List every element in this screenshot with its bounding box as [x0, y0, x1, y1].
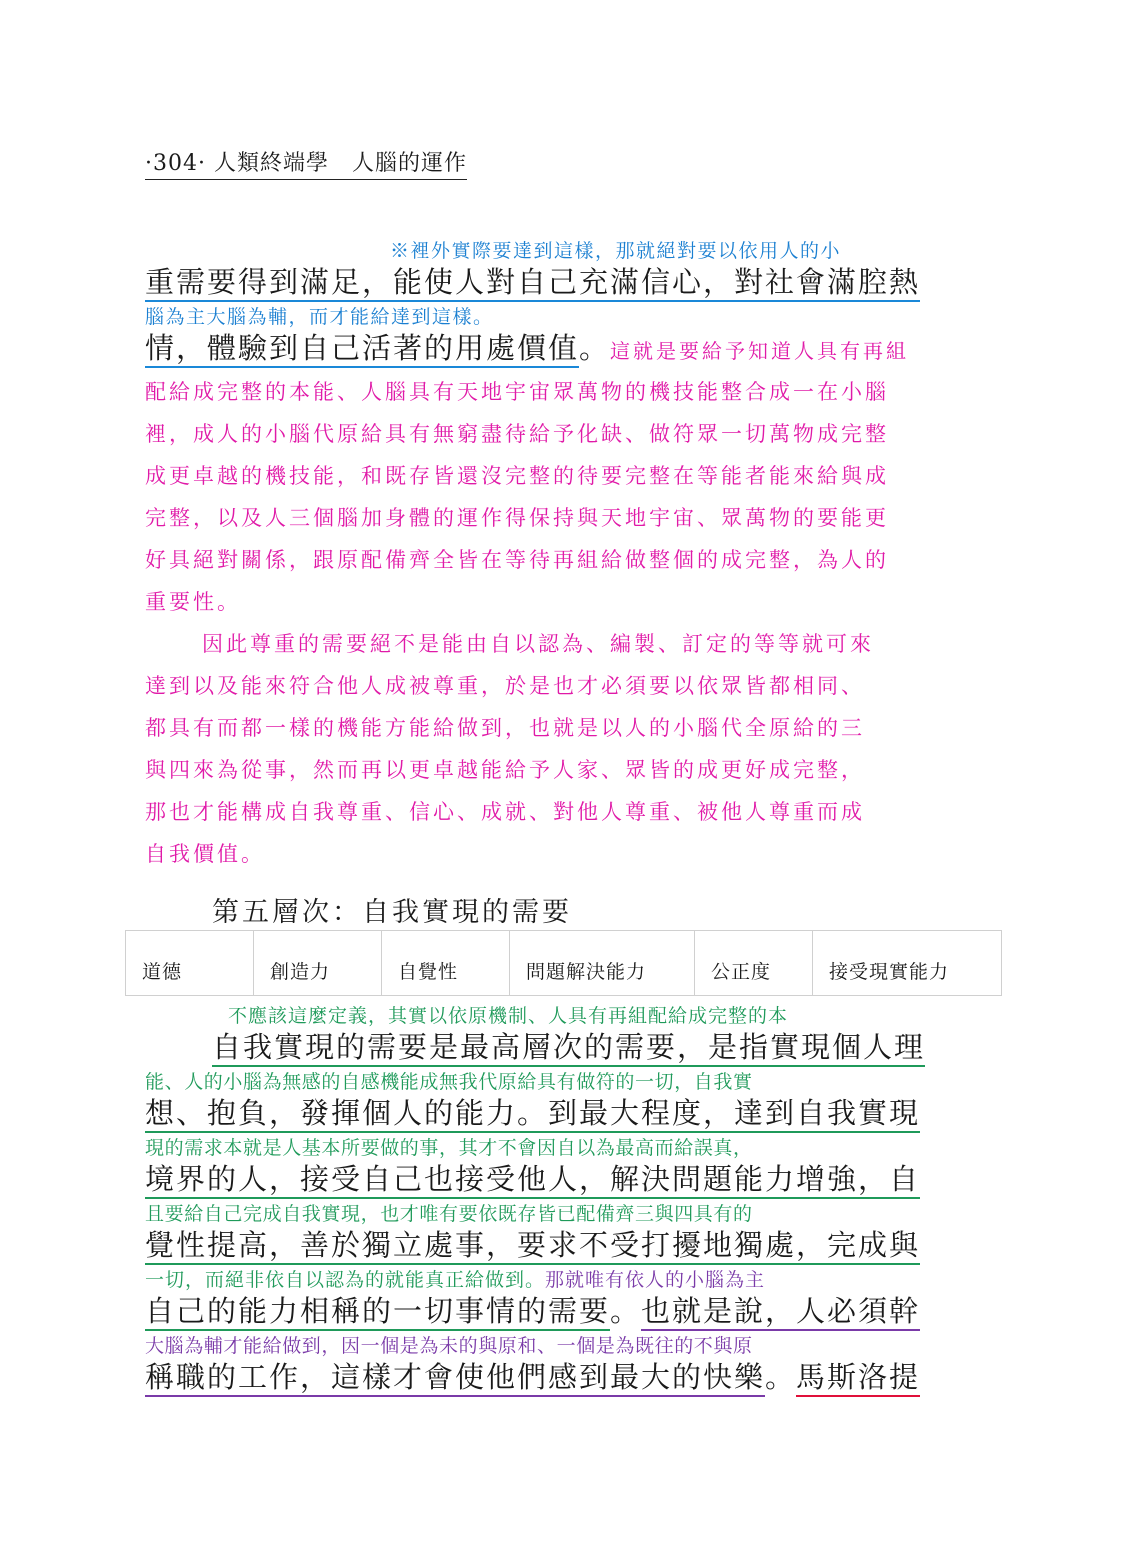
punctuation: 。: [579, 331, 611, 365]
punctuation: 。: [610, 1294, 642, 1328]
magenta-text: 這就是要給予知道人具有再組: [610, 339, 910, 363]
underlined-text: 覺性提高，善於獨立處事，要求不受打擾地獨處，完成與: [145, 1228, 920, 1265]
annotation-purple: 那就唯有依人的小腦為主: [545, 1269, 766, 1291]
magenta-line: 重要性。: [145, 590, 241, 614]
underlined-text: 自己的能力相稱的一切事情的需要: [145, 1294, 610, 1331]
annotation-line: 腦為主大腦為輔，而才能給達到這樣。: [145, 306, 494, 328]
main-text-line: [212, 1025, 925, 1066]
magenta-line: 達到以及能來符合他人成被尊重，於是也才必須要以依眾皆都相同、: [145, 674, 865, 698]
magenta-line: 裡，成人的小腦代原給具有無窮盡待給予化缺、做符眾一切萬物成完整: [145, 422, 889, 446]
magenta-line: 因此尊重的需要絕不是能由自以認為、編製、訂定的等等就可來: [202, 632, 874, 656]
main-text-line: [145, 1223, 920, 1264]
traits-table: [125, 930, 1002, 996]
annotation-line: 現的需求本就是人基本所要做的事，其才不會因自以為最高而給誤真，: [145, 1137, 753, 1159]
main-text-line: [145, 1289, 920, 1330]
underlined-text: 重需要得到滿足，能使人對自己充滿信心，對社會滿腔熱: [145, 265, 920, 302]
annotation-line: 不應該這麼定義，其實以依原機制、人具有再組配給成完整的本: [228, 1005, 789, 1027]
table-cell: 自覺性: [382, 931, 510, 996]
annotation-line: [145, 1265, 765, 1292]
punctuation: 。: [765, 1360, 797, 1394]
underlined-text: 稱職的工作，這樣才會使他們感到最大的快樂: [145, 1360, 765, 1397]
underlined-text: 境界的人，接受自己也接受他人，解決問題能力增強，自: [145, 1162, 920, 1199]
magenta-line: 與四來為從事，然而再以更卓越能給予人家、眾皆的成更好成完整，: [145, 758, 865, 782]
annotation-line: 大腦為輔才能給做到，因一個是為未的與原和、一個是為既往的不與原: [145, 1335, 753, 1357]
magenta-line: 都具有而都一樣的機能方能給做到，也就是以人的小腦代全原給的三: [145, 716, 865, 740]
annotation-line: 且要給自己完成自我實現，也才唯有要依既存皆已配備齊三與四具有的: [145, 1203, 753, 1225]
table-row: [126, 931, 1002, 996]
page-header: ·304· 人類終端學 人腦的運作: [145, 146, 467, 180]
magenta-line: 好具絕對關係，跟原配備齊全皆在等待再組給做整個的成完整，為人的: [145, 548, 889, 572]
main-text-line: [145, 1157, 920, 1198]
magenta-line: 完整，以及人三個腦加身體的運作得保持與天地宇宙、眾萬物的要能更: [145, 506, 889, 530]
magenta-line: 那也才能構成自我尊重、信心、成就、對他人尊重、被他人尊重而成: [145, 800, 865, 824]
main-text-line: [145, 326, 909, 367]
underlined-text: 想、抱負，發揮個人的能力。到最大程度，達到自我實現: [145, 1096, 920, 1133]
section-heading: 第五層次：自我實現的需要: [212, 897, 572, 928]
main-text-line: [145, 1091, 920, 1132]
main-text-line: [145, 1355, 920, 1396]
table-cell: 創造力: [254, 931, 382, 996]
table-cell: 公正度: [695, 931, 813, 996]
magenta-line: 自我價值。: [145, 842, 265, 866]
table-cell: 問題解決能力: [510, 931, 695, 996]
magenta-line: 配給成完整的本能、人腦具有天地宇宙眾萬物的機技能整合成一在小腦: [145, 380, 889, 404]
table-cell: 接受現實能力: [813, 931, 1002, 996]
table-cell: 道德: [126, 931, 254, 996]
underlined-text: 馬斯洛提: [796, 1360, 920, 1397]
underlined-text: 情，體驗到自己活著的用處價值: [145, 331, 579, 368]
annotation-green: 一切，而絕非依自以認為的就能真正給做到。: [145, 1269, 546, 1291]
main-text-line: [145, 260, 920, 301]
magenta-line: 成更卓越的機技能，和既存皆還沒完整的待要完整在等能者能來給與成: [145, 464, 889, 488]
underlined-text: 自我實現的需要是最高層次的需要，是指實現個人理: [212, 1030, 925, 1067]
annotation-line: 能、人的小腦為無感的自感機能成無我代原給具有做符的一切，自我實: [145, 1071, 753, 1093]
underlined-text: 也就是說，人必須幹: [641, 1294, 920, 1331]
annotation-line: ※裡外實際要達到這樣，那就絕對要以依用人的小: [390, 240, 842, 262]
